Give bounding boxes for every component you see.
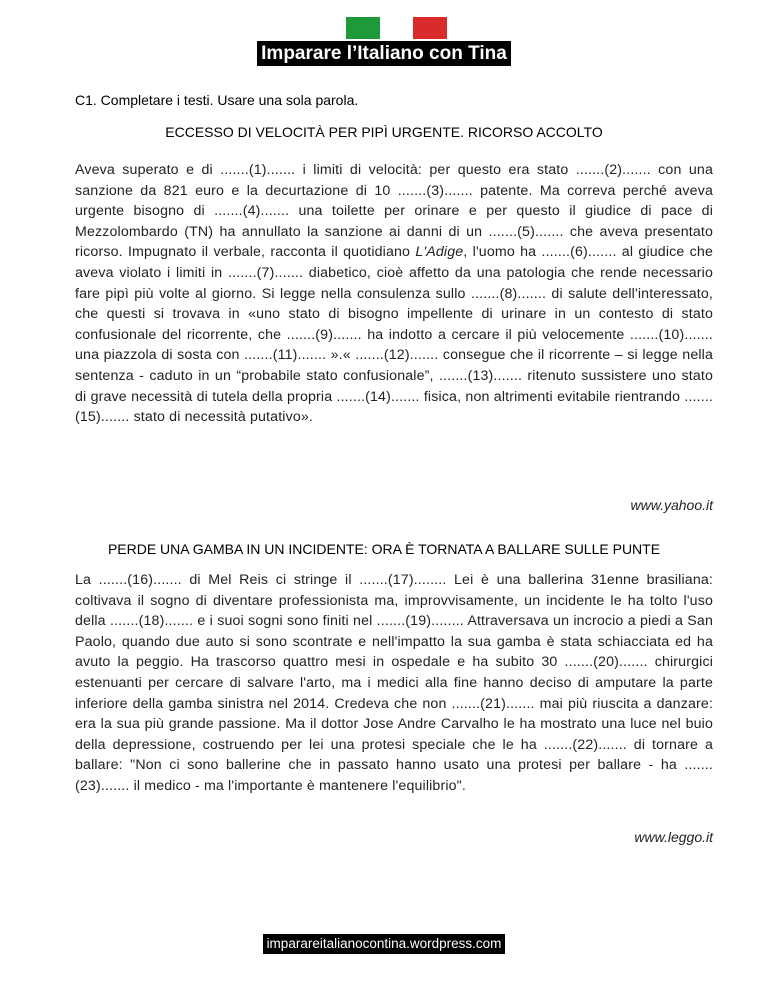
article2-heading: PERDE UNA GAMBA IN UN INCIDENTE: ORA È TORNATA A BALLARE SULLE PUNTE xyxy=(107,541,661,557)
article2-source: www.leggo.it xyxy=(634,829,713,845)
article1-body xyxy=(75,160,713,428)
article2-body xyxy=(75,570,713,797)
task-instruction: C1. Completare i testi. Usare una sola parola. xyxy=(75,92,359,108)
article1-text-part1: Aveva superato e di .......(1)....... i limiti di velocità: per questo era stato .......(2)....... con una sanzione da 821 euro e la decurtazione di 10 .......(3)....... patente. Ma correva perché aveva urgente bisogno di .......(4)....... una toilette per orinare e per questo il giudice di pace di Mezzolombardo (TN) ha annullato la sanzione ai danni di un .......(5)....... che aveva presentato ricorso. Impugnato il verbale, racconta il quotidiano xyxy=(75,162,713,261)
article2-paragraph: La .......(16)....... di Mel Reis ci stringe il .......(17)........ Lei è una ballerina 31enne brasiliana: coltivava il sogno di diventare professionista ma, improvvisamente, un incidente le ha tolto l'uso della .......(18)....... e i suoi sogni sono finiti nel .......(19)........ Attraversava un incrocio a piedi a San Paolo, quando due auto si sono scontrate e nell'impatto la sua gamba è stata schiacciata ed ha avuto la peggio. Ha trascorso quattro mesi in ospedale e ha subito 30 .......(20)....... chirurgici estenuanti per cercare di salvare l'arto, ma i medici alla fine hanno deciso di amputare la parte inferiore della gamba sinistra nel 2014. Credeva che non .......(21)....... mai più riuscita a danzare: era la sua più grande passione. Ma il dottor Jose Andre Carvalho le ha mostrato una luce nel buio della depressione, costruendo per lei una protesi speciale che le ha .......(22)....... di tornare a ballare: "Non ci sono ballerine che in passato hanno usato una protesi per ballare - ha .......(23)....... il medico - ma l'importante è mantenere l'equilibrio". xyxy=(75,572,713,794)
header-title: Imparare l’Italiano con Tina xyxy=(257,41,511,66)
article1-source: www.yahoo.it xyxy=(630,497,713,513)
footer-banner xyxy=(0,934,768,954)
article1-paragraph xyxy=(75,160,713,428)
flag-green-stripe xyxy=(346,17,380,39)
italian-flag xyxy=(346,17,447,39)
article1-text-part2: , l'uomo ha .......(6)....... al giudice che aveva violato i limiti in .......(7)....... diabetico, cioè affetto da una patologia che rende necessario fare pipì più volte al giorno. Si legge nella consulenza sullo .......(8)....... di salute dell'interessato, che questi si trovava in «uno stato di bisogno impellente di urinare in un contesto di stato confusionale del ricorrente, che .......(9)....... ha indotto a cercare il più velocemente .......(10)....... una piazzola di sosta con .......(11)....... ».« .......(12)....... consegue che il ricorrente – si legge nella sentenza - caduto in un “probabile stato confusionale”, .......(13)....... ritenuto sussistere uno stato di grave necessità di tutela della propria .......(14)....... fisica, non altrimenti evitabile rientrando .......(15)....... stato di necessità putativo». xyxy=(75,244,713,426)
flag-white-stripe xyxy=(380,17,414,39)
header-banner xyxy=(0,41,768,66)
article1-newspaper-name: L'Adige xyxy=(415,244,464,261)
article1-heading: ECCESSO DI VELOCITÀ PER PIPÌ URGENTE. RICORSO ACCOLTO xyxy=(165,124,603,140)
footer-url: imparareitalianocontina.wordpress.com xyxy=(263,934,506,954)
flag-red-stripe xyxy=(413,17,447,39)
